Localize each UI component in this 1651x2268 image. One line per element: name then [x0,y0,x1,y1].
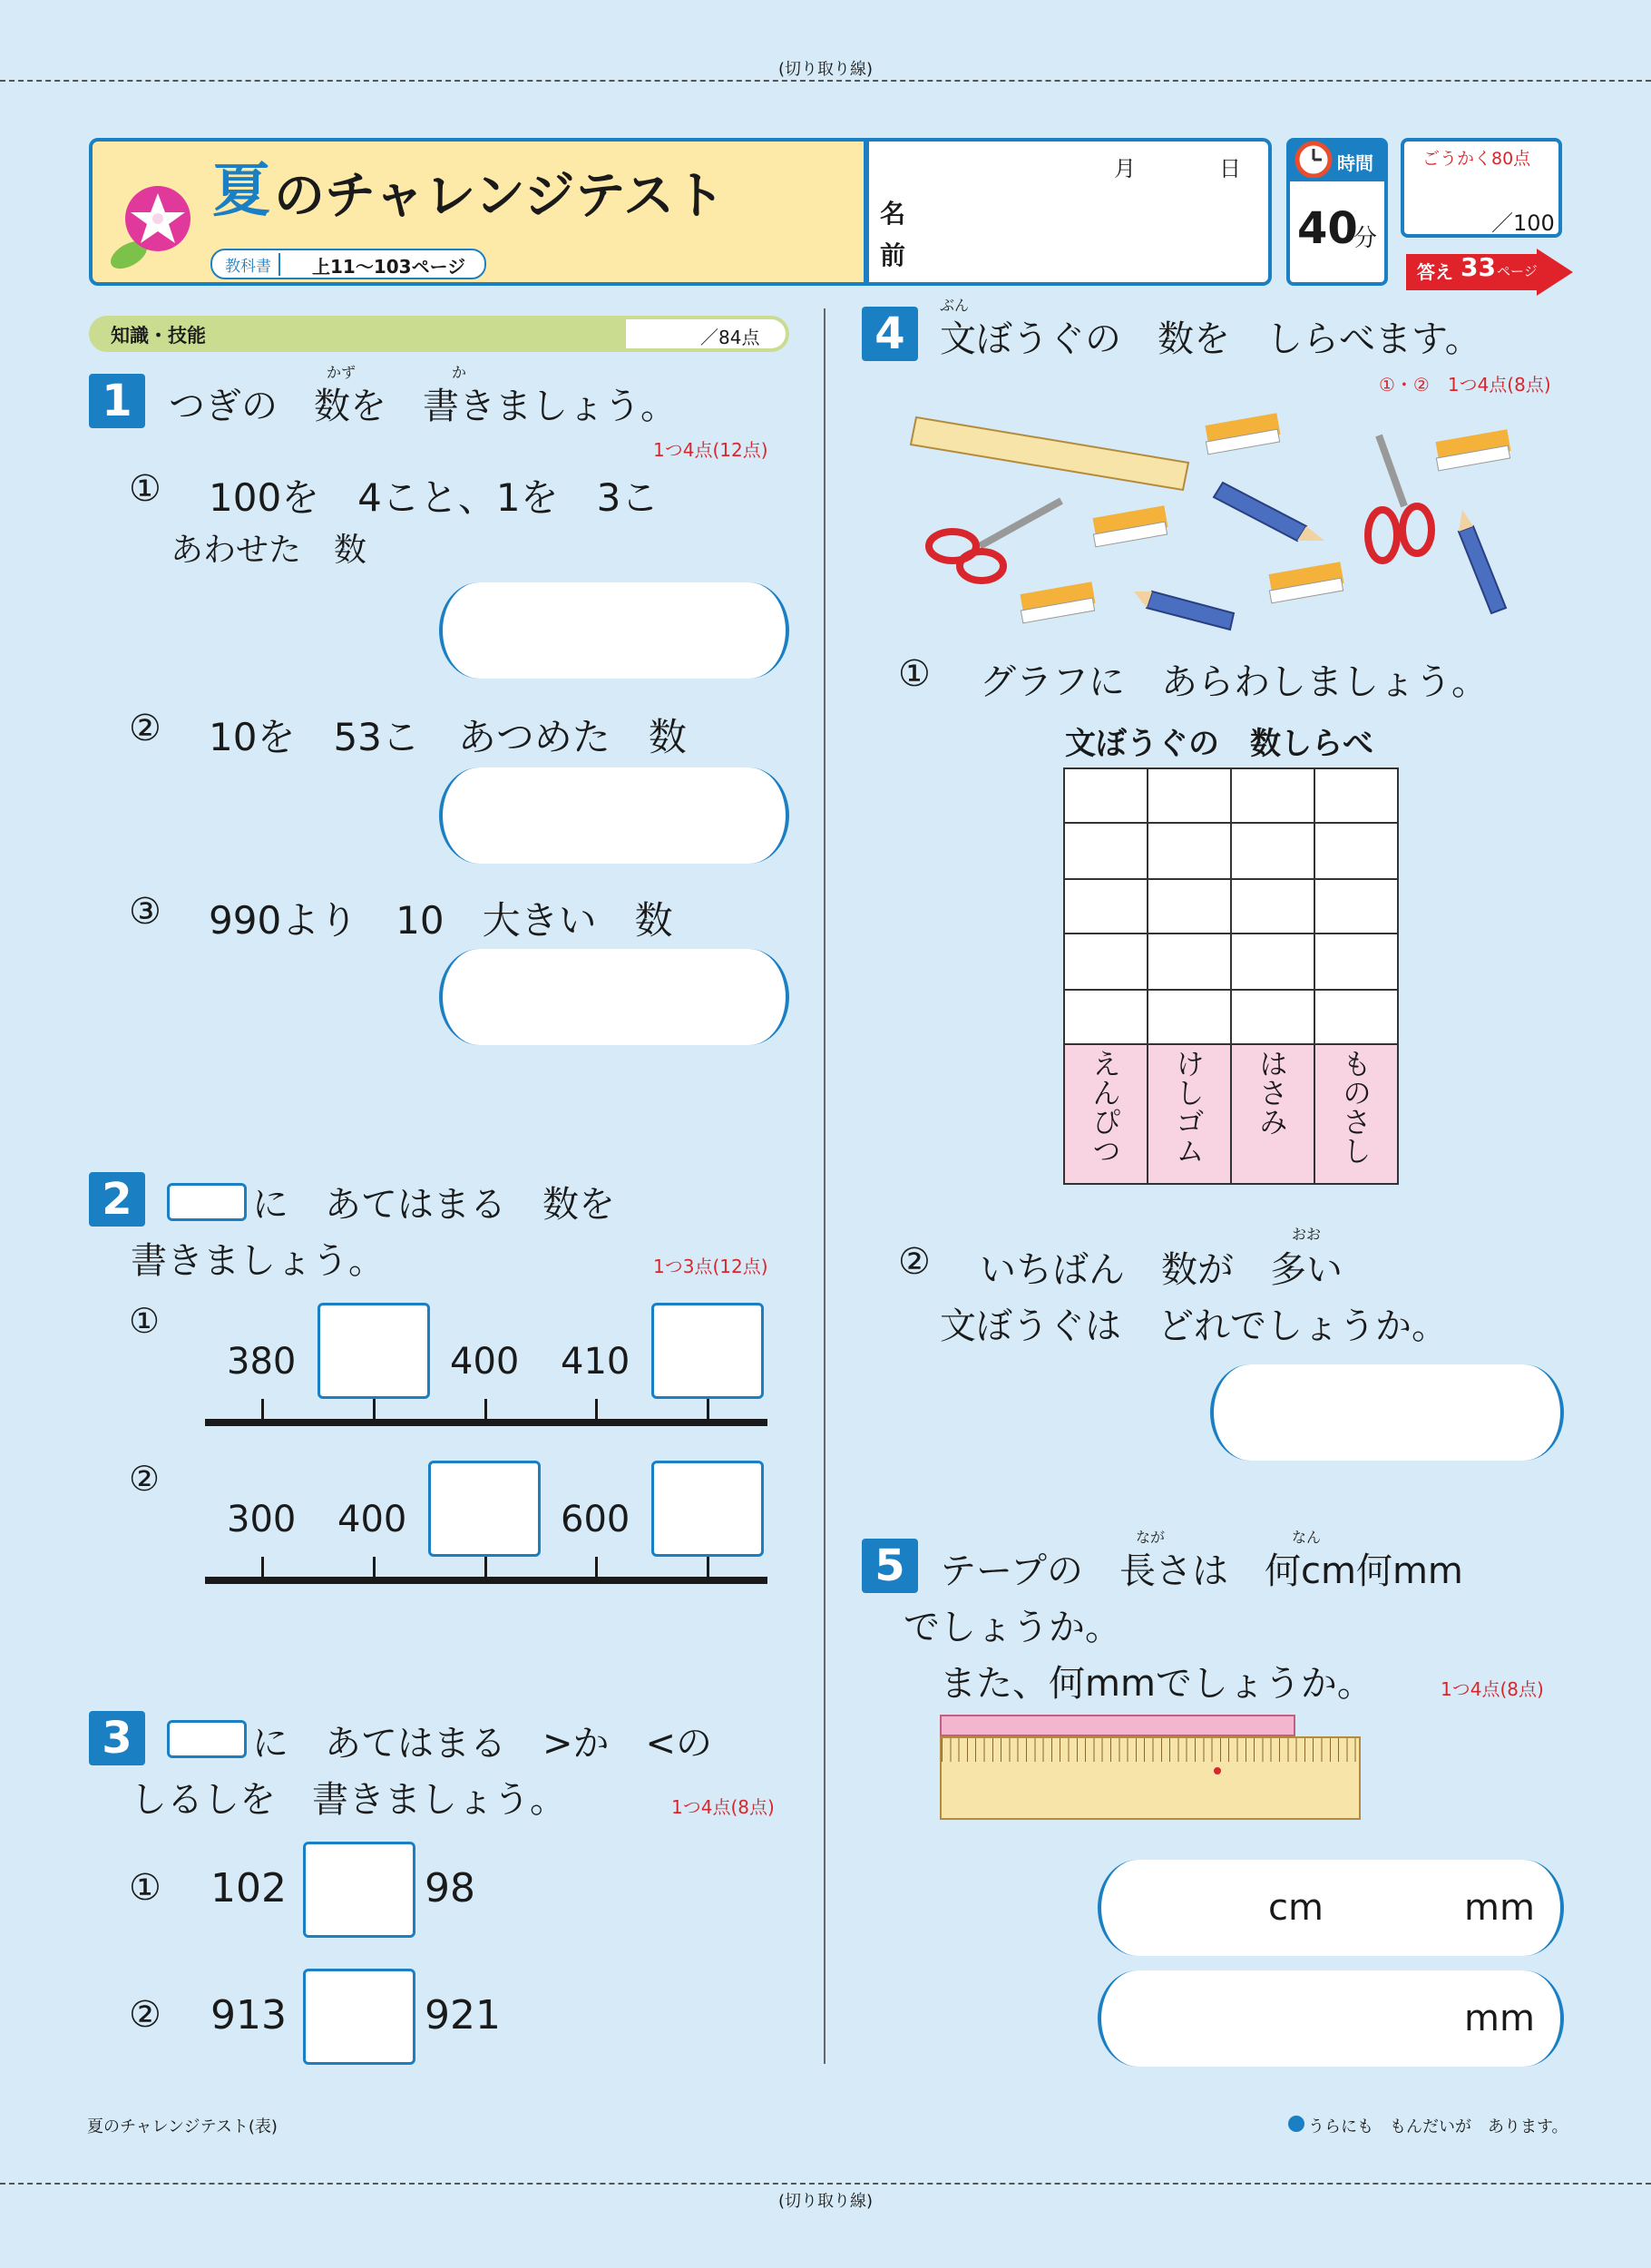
q1-points: 1つ4点(12点) [653,439,768,461]
tape [940,1715,1295,1736]
q1-title: つぎの 数を 書きましょう。 [169,386,677,427]
name-label-1: 名 [880,199,906,229]
question-number-5: 5 [862,1539,918,1593]
answer-box-q1-3[interactable] [439,949,789,1045]
ruby-kazu: かず [327,364,357,381]
q1-item1-mark: ① [129,468,161,510]
section-bar [89,316,789,352]
textbook-label: 教科書 [225,253,280,276]
question-number-1: 1 [89,374,145,428]
stationery-illustration [907,399,1542,635]
answer-box-q2-2a[interactable] [428,1461,541,1557]
question-number-4: 4 [862,307,918,361]
eraser-icon [1093,505,1168,547]
answer-label: 答え [1417,261,1453,283]
q2-line1-label-2: 400 [450,1341,520,1383]
answer-page-arrow [1401,249,1578,296]
q3-item1-right: 98 [425,1865,475,1911]
q3-title-box-icon [167,1720,247,1758]
cut-line-label-bottom: (切り取り線) [777,2192,874,2211]
graph-label-scissors: はさみ [1255,1049,1289,1136]
score-box [1401,138,1562,238]
ruby-naga: なが [1136,1529,1166,1546]
unit-mm-2: mm [1464,1998,1535,2039]
q4-item2-mark: ② [898,1241,931,1283]
eraser-icon [1269,562,1344,603]
q3-title-b: しるしを 書きましょう。 [131,1779,566,1821]
answer-box-q5-1[interactable] [1098,1860,1564,1956]
column-divider [824,308,826,2064]
q1-item1-text2: あわせた 数 [171,532,367,569]
scissors-icon [1368,435,1431,561]
graph-label-pencil: えんぴつ [1088,1049,1122,1165]
pass-label: ごうかく80点 [1422,149,1531,169]
q3-item1-left: 102 [210,1865,287,1911]
footer-left: 夏のチャレンジテスト(表) [87,2117,278,2136]
answer-box-q5-2[interactable] [1098,1970,1564,2067]
cut-line-top [0,80,1651,82]
unit-cm: cm [1268,1887,1324,1929]
ruby-oo: おお [1292,1226,1322,1243]
q1-item1-text: 100を 4こと、1を 3こ [209,475,659,520]
section-label: 知識・技能 [111,325,206,347]
q1-item3-text: 990より 10 大きい 数 [209,898,673,943]
q5-title-3: また、何mmでしょうか。 [940,1663,1373,1705]
unit-mm: mm [1464,1887,1535,1929]
answer-box-q2-1b[interactable] [651,1303,764,1399]
graph-title: 文ぼうぐの 数しらべ [1065,726,1373,762]
q4-item1-mark: ① [898,653,931,695]
textbook-pages: 上11〜103ページ [312,256,466,278]
answer-box-q3-1[interactable] [303,1842,415,1938]
number-line-2 [205,1577,767,1584]
q2-title-box-icon [167,1183,247,1221]
eraser-icon [1206,413,1281,455]
ruler-mark [1214,1767,1221,1774]
title-box [89,138,867,286]
ruby-bun: ぶん [940,297,970,314]
graph-label-ruler: ものさし [1338,1049,1373,1165]
pencil-icon [1459,510,1506,613]
title-first-char: 夏 [212,158,270,225]
pencil-icon [1134,591,1234,630]
cut-line-bottom [0,2183,1651,2185]
q2-title-b: 書きましょう。 [131,1240,385,1282]
q3-item1-mark: ① [129,1867,161,1909]
q2-line2-label-1: 300 [227,1499,297,1540]
ruler [940,1736,1361,1820]
name-date-box [867,138,1272,286]
q5-points: 1つ4点(8点) [1441,1678,1544,1700]
q4-title: 文ぼうぐの 数を しらべます。 [940,318,1481,360]
q5-title-2: でしょうか。 [904,1607,1121,1648]
q2-line1-label-3: 410 [561,1341,630,1383]
pencil-icon [1214,483,1324,541]
answer-box-q2-2b[interactable] [651,1461,764,1557]
footer-right: うらにも もんだいが あります。 [1308,2117,1568,2136]
question-number-3: 3 [89,1711,145,1765]
q1-item2-text: 10を 53こ あつめた 数 [209,715,687,759]
q3-item2-mark: ② [129,1994,161,2036]
answer-box-q1-2[interactable] [439,767,789,864]
name-label-2: 前 [880,240,906,270]
answer-box-q1-1[interactable] [439,582,789,679]
cut-line-label-top: (切り取り線) [777,60,874,79]
graph-label-eraser: けしゴム [1171,1049,1206,1165]
eraser-icon [1436,429,1511,471]
total-score: ／100 [1491,210,1555,236]
q2-line2-label-2: 400 [337,1499,407,1540]
answer-box-q2-1a[interactable] [318,1303,430,1399]
q5-title-1: テープの 長さは 何cm何mm [940,1550,1463,1592]
answer-box-q4-2[interactable] [1210,1364,1564,1461]
arrow-turn-icon [1288,2116,1304,2132]
q2-points: 1つ3点(12点) [653,1256,768,1277]
q2-line1-mark: ① [129,1301,161,1341]
scissors-icon [929,501,1061,581]
time-label: 時間 [1337,152,1373,174]
q4-item2-text2: 文ぼうぐは どれでしょうか。 [940,1305,1448,1347]
month-label: 月 [1114,156,1136,181]
q2-line2-mark: ② [129,1459,161,1499]
ruby-nan: なん [1292,1529,1322,1546]
ruler-icon [911,417,1188,490]
eraser-icon [1021,582,1096,623]
q3-title-a: に あてはまる >か <の [252,1723,713,1765]
clock-icon [1294,138,1334,178]
q4-item1-text: グラフに あらわしましょう。 [980,661,1488,703]
morning-glory-icon [102,169,201,278]
q3-item2-right: 921 [425,1992,501,2038]
ruby-ka: か [452,364,467,381]
section-score: ／84点 [700,327,760,348]
time-value: 40 [1297,203,1358,254]
time-box [1286,138,1388,286]
q2-line1-label-1: 380 [227,1341,297,1383]
q4-points: ①・② 1つ4点(8点) [1379,374,1551,396]
day-label: 日 [1219,156,1241,181]
q1-item2-mark: ② [129,708,161,749]
answer-unit: ページ [1497,263,1538,279]
q1-item3-mark: ③ [129,891,161,933]
q2-line2-label-3: 600 [561,1499,630,1540]
page-title: のチャレンジテスト [274,167,726,226]
q3-item2-left: 913 [210,1992,287,2038]
time-unit: 分 [1353,225,1378,252]
q2-title-a: に あてはまる 数を [252,1184,615,1226]
q4-item2-text1: いちばん 数が 多い [980,1249,1343,1291]
textbook-pill [210,249,486,279]
number-line-1 [205,1419,767,1426]
answer-page: 33 [1460,252,1496,282]
question-number-2: 2 [89,1172,145,1227]
answer-box-q3-2[interactable] [303,1969,415,2065]
q3-points: 1つ4点(8点) [671,1796,775,1818]
